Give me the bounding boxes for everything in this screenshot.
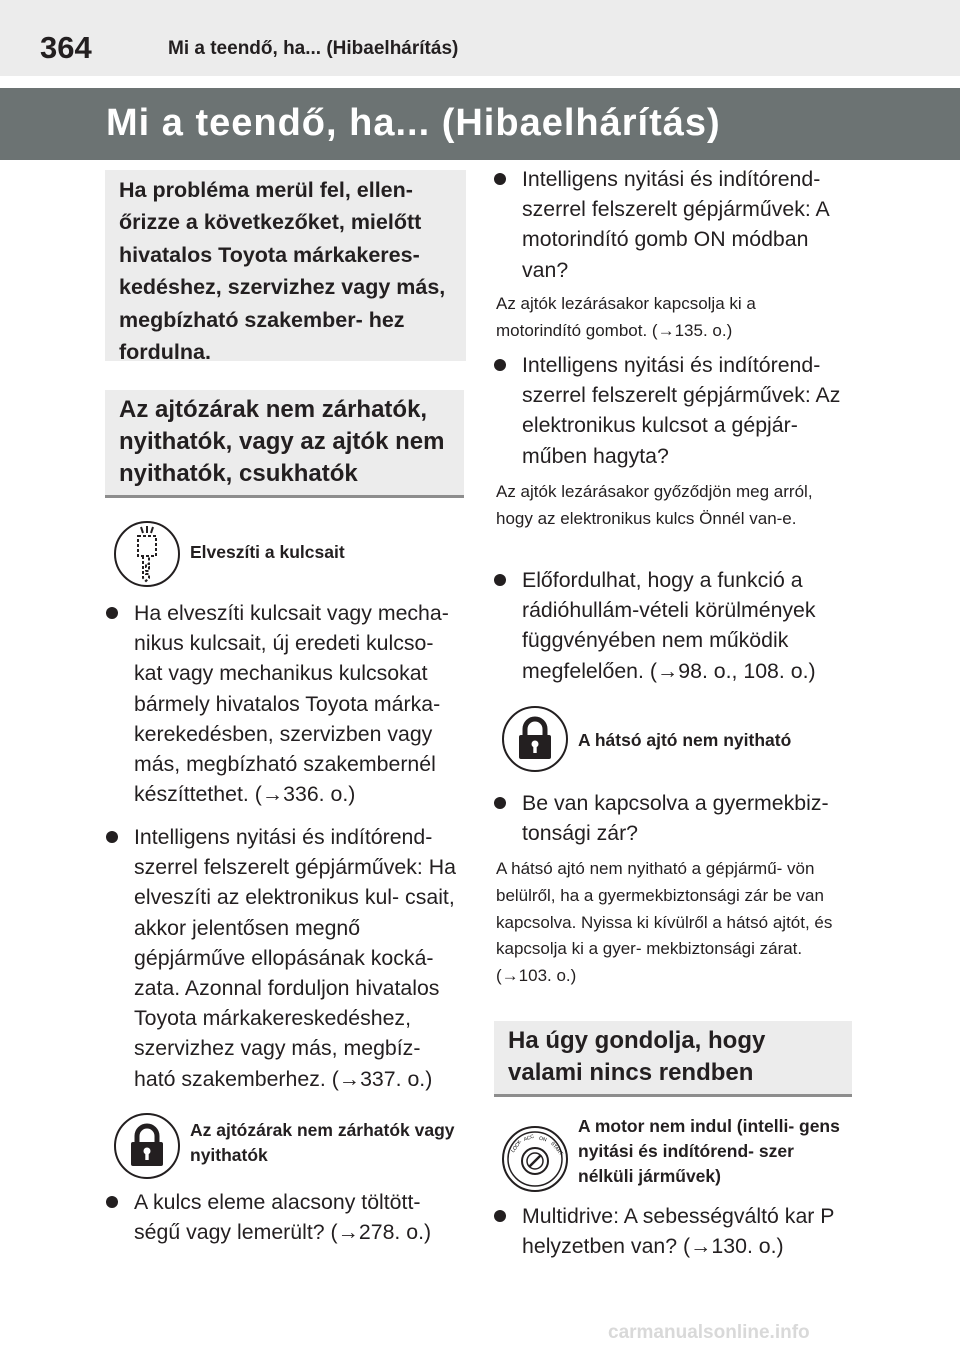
note-text: A hátsó ajtó nem nyitható a gépjármű- vön belülről, ha a gyermekbiztonsági zár be van kapcsolva. Nyissa ki kívülről a hátsó ajtót, és kapcsolja ki a gyer- mekbiztonsági zárat. (→103. o.) xyxy=(496,859,833,986)
rear-door-label: A hátsó ajtó nem nyitható xyxy=(578,730,792,750)
note-text: Az ajtók lezárásakor kapcsolja ki a motorindító gombot. (→135. o.) xyxy=(496,294,756,340)
lost-keys-label: Elveszíti a kulcsait xyxy=(190,542,345,562)
note-text: Az ajtók lezárásakor győződjön meg arról, hogy az elektronikus kulcs Önnél van-e. xyxy=(496,482,813,528)
lock-icon xyxy=(114,1113,180,1179)
ignition-label-acc: ACC xyxy=(523,1133,536,1143)
bullet-icon xyxy=(494,574,506,586)
bullet-icon xyxy=(106,607,118,619)
key-icon xyxy=(114,521,180,587)
top-bar xyxy=(0,0,960,76)
bullet-icon xyxy=(494,173,506,185)
watermark: carmanualsonline.info xyxy=(608,1322,810,1343)
intro-box xyxy=(105,170,466,365)
ignition-label-start: START xyxy=(549,1140,564,1157)
section-heading-door-locks: Az ajtózárak nem zárhatók, nyithatók, vagy az ajtók nem nyithatók, csukhatók xyxy=(105,390,464,498)
running-head: Mi a teendő, ha... (Hibaelhárítás) xyxy=(168,38,459,59)
section-heading-something-wrong: Ha úgy gondolja, hogy valami nincs rendben xyxy=(494,1021,852,1097)
ignition-label-lock: LOCK xyxy=(510,1139,523,1154)
engine-label: A motor nem indul (intelli- gens nyitási és indítórend- szer nélküli járművek) xyxy=(578,1116,840,1186)
locks-label: Az ajtózárak nem zárhatók vagy nyithatók xyxy=(190,1120,455,1165)
page-number: 364 xyxy=(40,30,92,65)
page-title: Mi a teendő, ha... (Hibaelhárítás) xyxy=(106,102,721,144)
bullet-icon xyxy=(494,797,506,809)
intro-text: Ha probléma merül fel, ellen- őrizze a következőket, mielőtt hivatalos Toyota márkakeres- kedéshez, szervizhez vagy más, megbízható szakember- hez fordulna. xyxy=(119,178,446,365)
lock-icon xyxy=(502,706,568,772)
bullet-icon xyxy=(106,831,118,843)
ignition-label-on: ON xyxy=(538,1135,548,1144)
ignition-switch-icon xyxy=(502,1126,568,1192)
bullet-icon xyxy=(106,1196,118,1208)
bullet-icon xyxy=(494,1210,506,1222)
bullet-icon xyxy=(494,359,506,371)
